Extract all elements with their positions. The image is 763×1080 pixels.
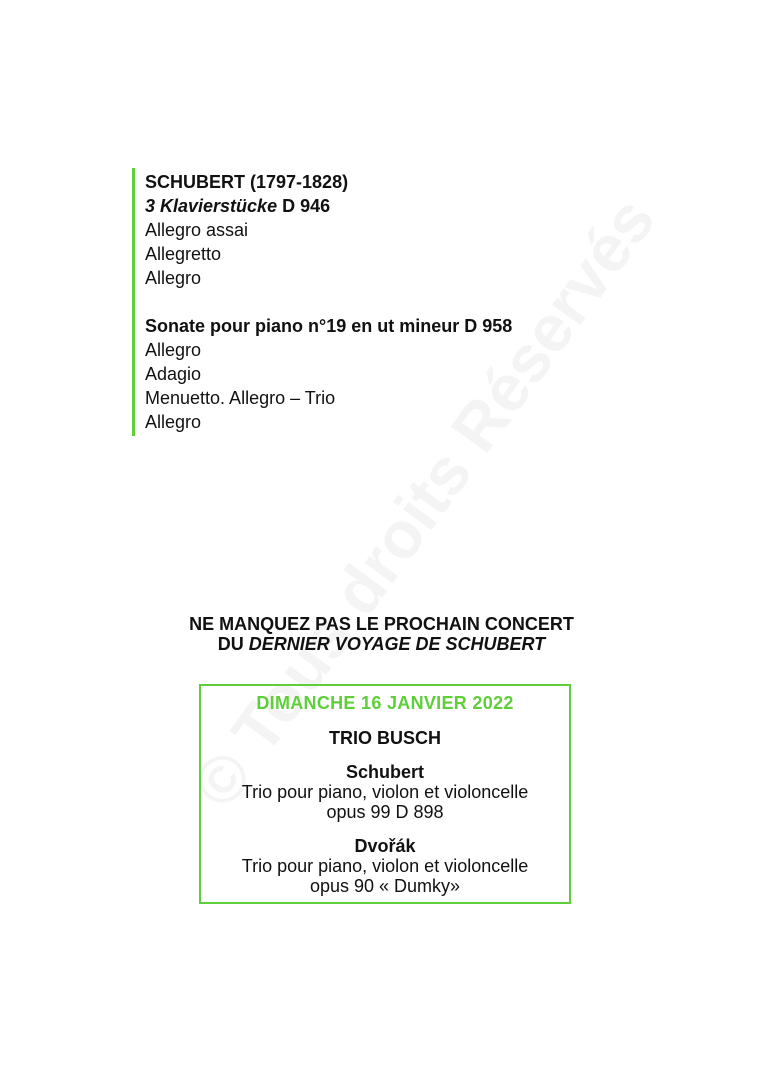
- piece-composer: Dvořák: [354, 836, 416, 856]
- announcement-line-2: [0, 634, 763, 654]
- work-title-italic: 3 Klavierstücke: [145, 196, 278, 216]
- piece-opus: opus 99 D 898: [326, 802, 444, 822]
- ensemble-name: TRIO BUSCH: [329, 728, 441, 748]
- spacer: [145, 290, 605, 314]
- piece-opus: opus 90 « Dumky»: [309, 876, 461, 896]
- work-title-sonate: Sonate pour piano n°19 en ut mineur D 958: [145, 316, 513, 336]
- movement-item: Allegretto: [145, 244, 222, 264]
- movement-item: Allegro: [145, 268, 202, 288]
- concert-date: DIMANCHE 16 JANVIER 2022: [256, 693, 514, 713]
- movement-item: Adagio: [145, 364, 202, 384]
- announcement-line-1: NE MANQUEZ PAS LE PROCHAIN CONCERT: [189, 614, 574, 634]
- series-title: DERNIER VOYAGE DE SCHUBERT: [248, 634, 546, 654]
- next-concert-announcement: [0, 614, 763, 654]
- piece-work: Trio pour piano, violon et violoncelle: [241, 782, 529, 802]
- movement-item: Menuetto. Allegro – Trio: [145, 388, 336, 408]
- work-catalog-number: D 946: [277, 196, 331, 216]
- piece-composer: Schubert: [345, 762, 424, 782]
- announcement-prefix: DU: [217, 634, 249, 654]
- next-concert-box: [199, 684, 571, 904]
- composer-heading: SCHUBERT (1797-1828): [145, 172, 349, 192]
- piece-work: Trio pour piano, violon et violoncelle: [241, 856, 529, 876]
- movement-item: Allegro assai: [145, 220, 249, 240]
- movement-item: Allegro: [145, 412, 202, 432]
- movement-item: Allegro: [145, 340, 202, 360]
- work-title-klavierstucke: [145, 194, 605, 218]
- concert-program: [132, 168, 605, 436]
